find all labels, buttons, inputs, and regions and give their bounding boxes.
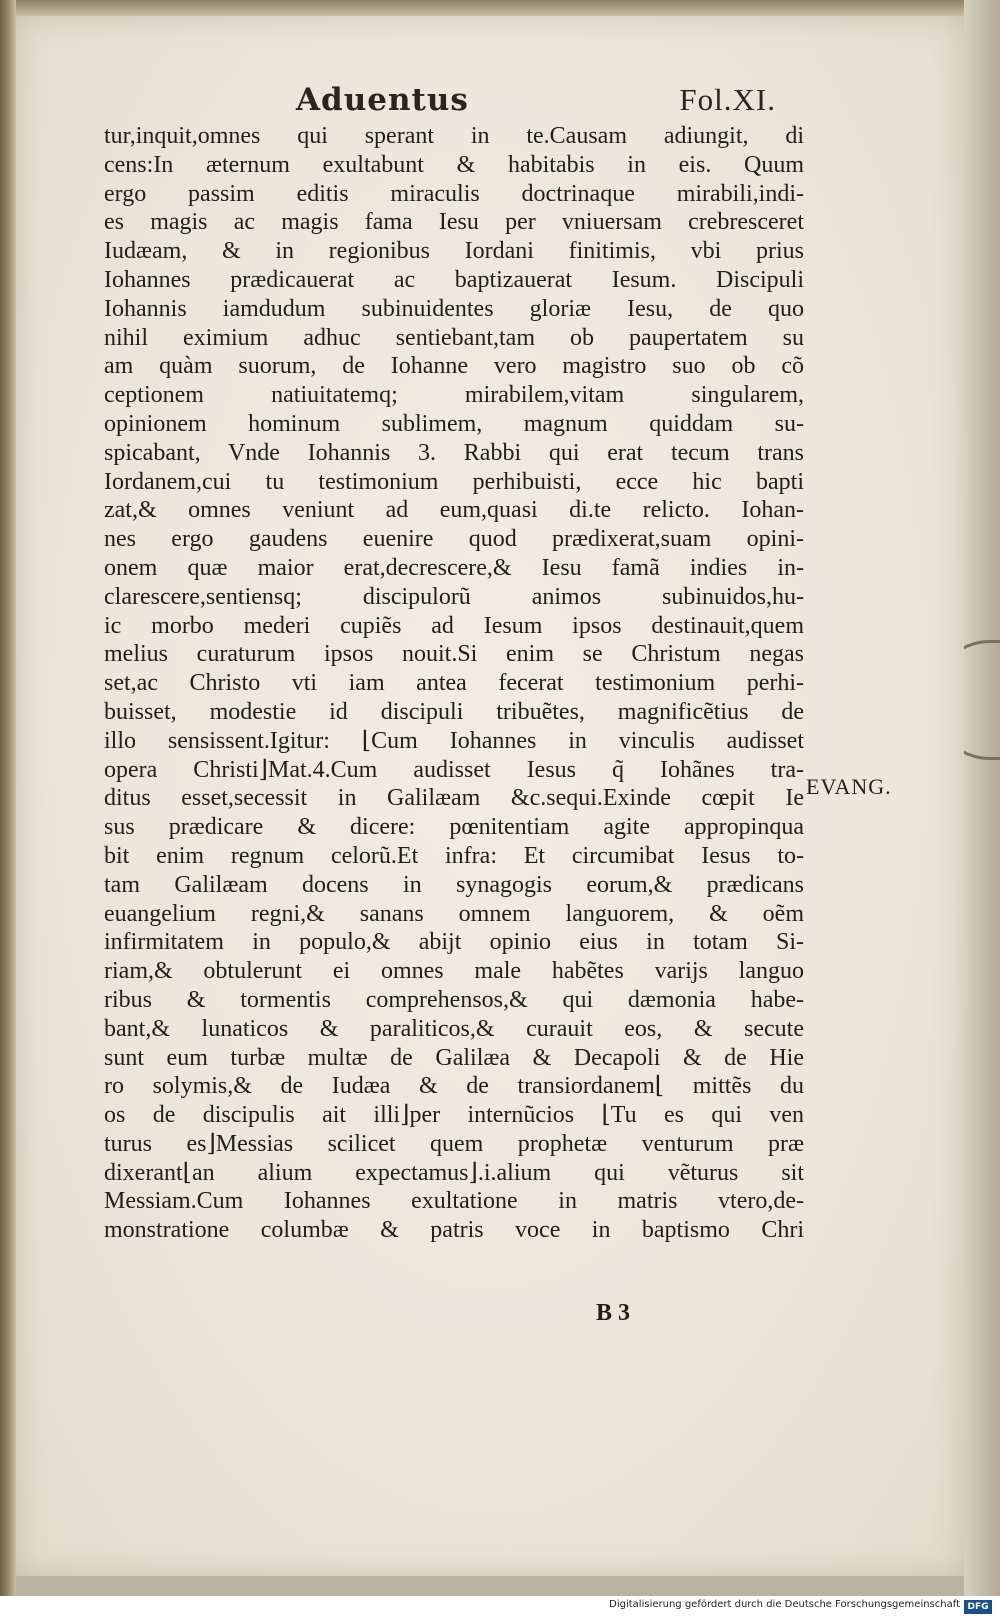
dfg-logo: DFG xyxy=(964,1600,992,1614)
text-line: onem quæ maior erat,decrescere,& Iesu famã indies in- xyxy=(104,554,804,581)
text-line: zat,& omnes veniunt ad eum,quasi di.te relicto. Iohan- xyxy=(104,497,804,524)
text-line: Iordanem,cui tu testimonium perhibuisti, ecce hic bapti xyxy=(104,468,804,495)
book-edge-left xyxy=(0,0,16,1596)
text-line: opera Christi⌋Mat.4.Cum audisset Iesus q̃ Iohãnes tra- xyxy=(104,756,804,783)
text-line: infirmitatem in populo,& abijt opinio eius in totam Si- xyxy=(104,929,804,956)
text-line: spicabant, Vnde Iohannis 3. Rabbi qui erat tecum trans xyxy=(104,439,804,466)
book-edge-right xyxy=(964,0,1000,1596)
text-line: clarescere,sentiensq; discipulorũ animos subinuidos,hu- xyxy=(104,583,804,610)
text-line: Messiam.Cum Iohannes exultatione in matris vtero,de- xyxy=(104,1188,804,1215)
text-line: Iudæam, & in regionibus Iordani finitimis, vbi prius xyxy=(104,238,804,265)
text-line: ceptionem natiuitatemq; mirabilem,vitam singularem, xyxy=(104,382,804,409)
text-line: riam,& obtulerunt ei omnes male habẽtes varijs languo xyxy=(104,958,804,985)
text-line: bit enim regnum celorũ.Et infra: Et circumibat Iesus to- xyxy=(104,842,804,869)
signature-mark: B 3 xyxy=(596,1300,631,1326)
margin-note: EVANG. xyxy=(806,774,892,799)
text-line: ergo passim editis miraculis doctrinaque mirabili,indi- xyxy=(104,180,804,207)
text-line: ic morbo mederi cupiẽs ad Iesum ipsos destinauit,quem xyxy=(104,612,804,639)
text-line: euangelium regni,& sanans omnem languorem, & oẽm xyxy=(104,900,804,927)
text-line: illo sensissent.Igitur: ⌊Cum Iohannes in vinculis audisset xyxy=(104,727,804,754)
text-line: dixerant⌊an alium expectamus⌋.i.alium qui vẽturus sit xyxy=(104,1159,804,1186)
text-line: os de discipulis ait illi⌋per internũcios ⌊Tu es qui ven xyxy=(104,1102,804,1129)
text-line: ribus & tormentis comprehensos,& qui dæmonia habe- xyxy=(104,986,804,1013)
text-line: es magis ac magis fama Iesu per vniuersam crebresceret xyxy=(104,209,804,236)
text-line: set,ac Christo vti iam antea fecerat testimonium perhi- xyxy=(104,670,804,697)
body-text xyxy=(104,122,804,1245)
text-line: tur,inquit,omnes qui sperant in te.Causam adiungit, di xyxy=(104,123,804,149)
text-line: ditus esset,secessit in Galilæam &c.sequi.Exinde cœpit Ie xyxy=(104,785,804,812)
text-line: cens:In æternum exultabunt & habitabis in eis. Quum xyxy=(104,151,804,178)
text-line: sus prædicare & dicere: pœnitentiam agite appropinqua xyxy=(104,814,804,841)
text-line: turus es⌋Messias scilicet quem prophetæ venturum præ xyxy=(104,1130,804,1157)
text-line: opinionem hominum sublimem, magnum quiddam su- xyxy=(104,410,804,437)
text-line: tam Galilæam docens in synagogis eorum,& prædicans xyxy=(104,871,804,898)
text-line: nihil eximium adhuc sentiebant,tam ob paupertatem su xyxy=(104,324,804,351)
text-line: melius curaturum ipsos nouit.Si enim se Christum negas xyxy=(104,641,804,668)
text-line: bant,& lunaticos & paraliticos,& curauit eos, & secute xyxy=(104,1015,804,1042)
footer-credit-text: Digitalisierung gefördert durch die Deutsche Forschungsgemeinschaft xyxy=(609,1599,960,1610)
text-line: buisset, modestie id discipuli tribuẽtes, magnificẽtius de xyxy=(104,698,804,725)
text-line: ro solymis,& de Iudæa & de transiordanem⌊ mittẽs du xyxy=(104,1073,804,1100)
book-edge-top xyxy=(16,0,1000,16)
footer-credit-bar xyxy=(0,1596,1000,1618)
text-line: Iohannis iamdudum subinuidentes gloriæ Iesu, de quo xyxy=(104,295,804,322)
folio-number: Fol.XI. xyxy=(679,82,776,117)
text-line: sunt eum turbæ multæ de Galilæa & Decapoli & de Hie xyxy=(104,1044,804,1071)
text-line: Iohannes prædicauerat ac baptizauerat Iesum. Discipuli xyxy=(104,266,804,293)
text-line: nes ergo gaudens euenire quod prædixerat,suam opini- xyxy=(104,526,804,553)
running-head-title: Aduentus xyxy=(296,82,469,118)
text-line: monstratione columbæ & patris voce in baptismo Chri xyxy=(104,1217,804,1244)
text-line: am quàm suorum, de Iohanne vero magistro suo ob cõ xyxy=(104,353,804,380)
